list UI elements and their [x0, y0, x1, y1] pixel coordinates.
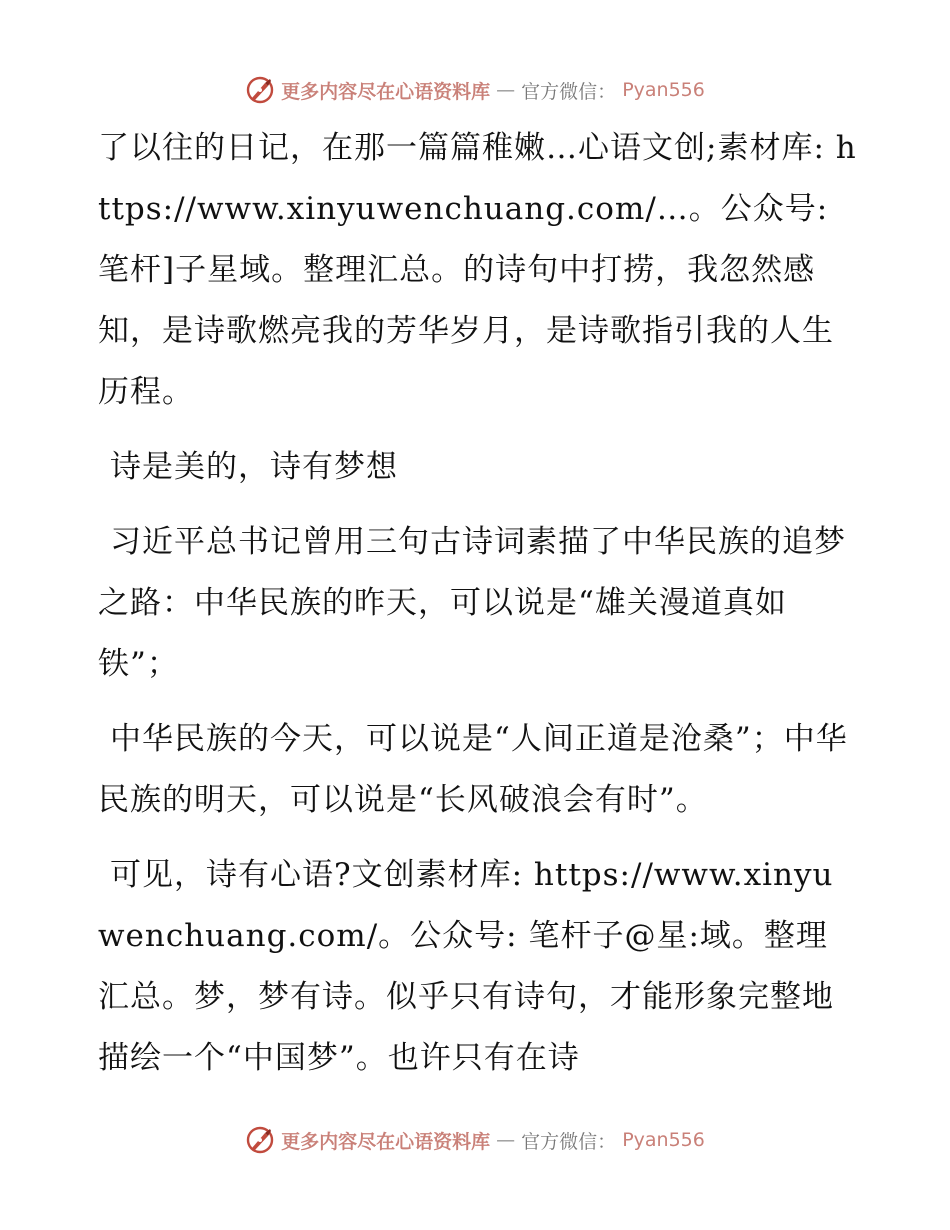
paragraph-4: 中华民族的今天，可以说是“人间正道是沧桑”；中华民族的明天，可以说是“长风破浪会有时”。	[98, 721, 848, 818]
quill-pen-logo-icon	[245, 1125, 275, 1155]
header-brand-text: 更多内容尽在心语资料库	[281, 80, 491, 103]
footer-banner	[0, 1120, 950, 1160]
header-banner-inner	[245, 75, 705, 105]
header-separator: —	[496, 79, 516, 101]
paragraph-3: 习近平总书记曾用三句古诗词素描了中华民族的追梦之路：中华民族的昨天，可以说是“雄关漫道真如铁”；	[98, 524, 846, 682]
footer-wechat-id: Pyan556	[622, 1129, 705, 1151]
footer-wechat-label: 官方微信：	[521, 1130, 617, 1153]
quill-pen-logo-icon	[245, 75, 275, 105]
footer-brand-text: 更多内容尽在心语资料库	[281, 1130, 491, 1153]
footer-separator: —	[496, 1129, 516, 1151]
header-wechat-label: 官方微信：	[521, 80, 617, 103]
header-wechat-id: Pyan556	[622, 79, 705, 101]
paragraph-5: 可见，诗有心语?文创素材库: https://www.xinyuwenchuang.com/。公众号: 笔杆子@星:域。整理汇总。梦，梦有诗。似乎只有诗句，才能形象完整地描绘一个“中国梦”。也许只有在诗	[98, 857, 834, 1076]
header-banner	[0, 70, 950, 110]
document-body	[98, 118, 858, 1103]
paragraph-2-heading: 诗是美的，诗有梦想	[110, 449, 398, 485]
footer-banner-inner	[245, 1125, 705, 1155]
paragraph-1: 了以往的日记，在那一篇篇稚嫩…心语文创;素材库: https://www.xinyuwenchuang.com/…。公众号: 笔杆]子星域。整理汇总。的诗句中打捞，我忽然感知，是诗歌燃亮我的芳华岁月，是诗歌指引我的人生历程。	[98, 130, 857, 410]
